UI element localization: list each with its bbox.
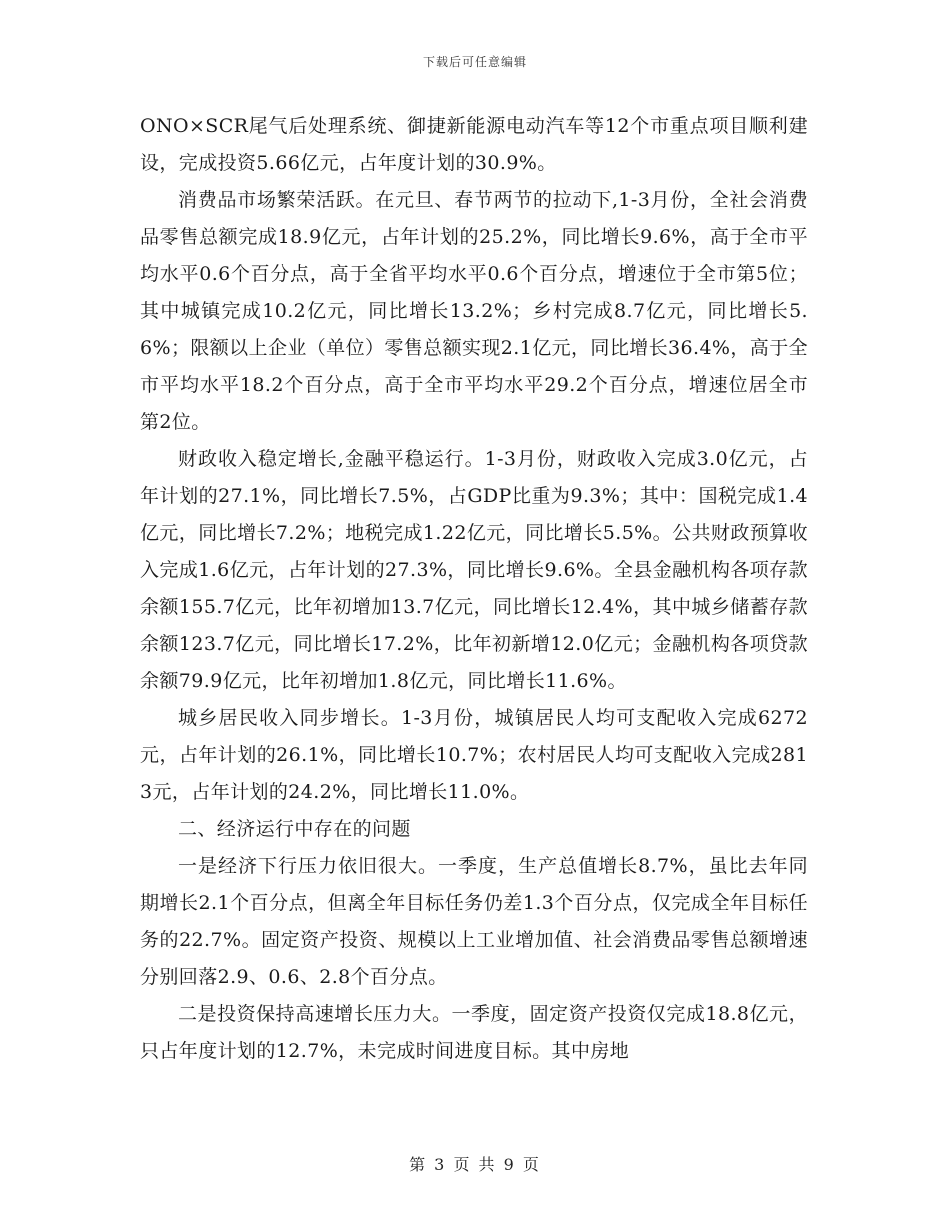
paragraph-investment-continued: ONO×SCR尾气后处理系统、御捷新能源电动汽车等12个市重点项目顺利建设，完成投资5.66亿元，占年度计划的30.9%。 — [140, 115, 808, 174]
paragraph-consumer-market: 消费品市场繁荣活跃。在元旦、春节两节的拉动下,1-3月份，全社会消费品零售总额完成18.9亿元，占年计划的25.2%，同比增长9.6%，高于全市平均水平0.6个百分点，高于全省平均水平0.6个百分点，增速位于全市第5位；其中城镇完成10.2亿元，同比增长13.2%；乡村完成8.7亿元，同比增长5.6%；限额以上企业（单位）零售总额实现2.1亿元，同比增长36.4%，高于全市平均水平18.2个百分点，高于全市平均水平29.2个百分点，增速位居全市第2位。 — [140, 189, 808, 433]
page-footer — [0, 1152, 950, 1175]
download-note: 下载后可任意编辑 — [422, 55, 527, 69]
page-header — [0, 53, 950, 70]
page-number: 第 3 页 共 9 页 — [409, 1155, 541, 1174]
paragraph-fiscal-finance: 财政收入稳定增长,金融平稳运行。1-3月份，财政收入完成3.0亿元，占年计划的27.1%，同比增长7.5%，占GDP比重为9.3%；其中：国税完成1.4亿元，同比增长7.2%；地税完成1.22亿元，同比增长5.5%。公共财政预算收入完成1.6亿元，占年计划的27.3%，同比增长9.6%。全县金融机构各项存款余额155.7亿元，比年初增加13.7亿元，同比增长12.4%，其中城乡储蓄存款余额123.7亿元，同比增长17.2%，比年初新增12.0亿元；金融机构各项贷款余额79.9亿元，比年初增加1.8亿元，同比增长11.6%。 — [140, 448, 808, 692]
document-body — [140, 108, 808, 1070]
paragraph-resident-income: 城乡居民收入同步增长。1-3月份，城镇居民人均可支配收入完成6272元，占年计划的26.1%，同比增长10.7%；农村居民人均可支配收入完成2813元，占年计划的24.2%，同比增长11.0%。 — [140, 707, 808, 803]
paragraph-investment-pressure: 二是投资保持高速增长压力大。一季度，固定资产投资仅完成18.8亿元，只占年度计划的12.7%，未完成时间进度目标。其中房地 — [140, 1003, 808, 1062]
section-heading-problems: 二、经济运行中存在的问题 — [178, 818, 411, 840]
paragraph-downward-pressure: 一是经济下行压力依旧很大。一季度，生产总值增长8.7%，虽比去年同期增长2.1个百分点，但离全年目标任务仍差1.3个百分点，仅完成全年目标任务的22.7%。固定资产投资、规模以上工业增加值、社会消费品零售总额增速分别回落2.9、0.6、2.8个百分点。 — [140, 855, 808, 988]
